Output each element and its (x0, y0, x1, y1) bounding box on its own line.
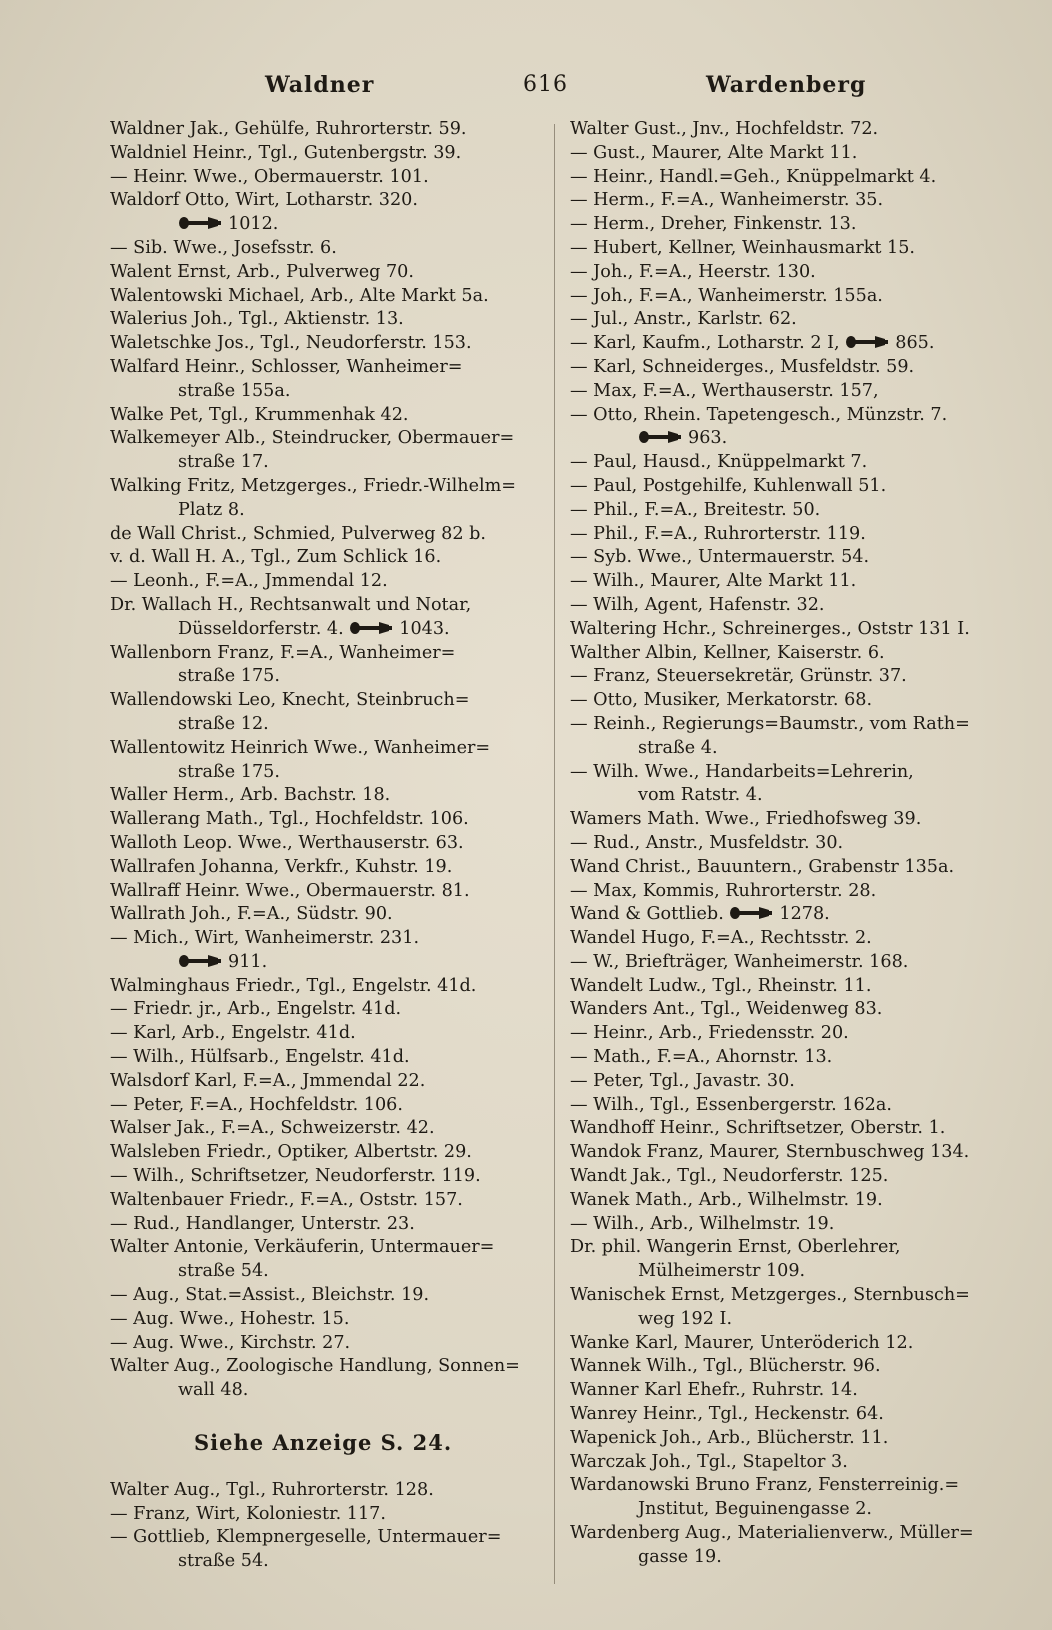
directory-entry (570, 166, 1006, 190)
header-left-keyword: Waldner (265, 72, 375, 98)
directory-entry (110, 903, 538, 927)
directory-entry (570, 475, 1006, 499)
entry-line: — Friedr. jr., Arb., Engelstr. 41d. (110, 999, 402, 1020)
directory-entry (110, 118, 538, 142)
entry-line: Waldorf Otto, Wirt, Lotharstr. 320. (110, 190, 418, 211)
directory-entry (110, 189, 538, 237)
directory-entry (110, 285, 538, 309)
directory-entry (110, 856, 538, 880)
directory-entry (110, 166, 538, 190)
left-column (110, 118, 538, 1574)
directory-entry (110, 832, 538, 856)
directory-entry (110, 570, 538, 594)
entry-line: — Otto, Rhein. Tapetengesch., Münzstr. 7. (570, 404, 948, 425)
entry-line: Dr. phil. Wangerin Ernst, Oberlehrer, (570, 1237, 901, 1258)
directory-entry (570, 713, 1006, 761)
entry-line: — Heinr., Arb., Friedensstr. 20. (570, 1023, 849, 1044)
entry-continuation: straße 175. (178, 761, 280, 782)
directory-entry (570, 404, 1006, 452)
directory-entry (570, 451, 1006, 475)
directory-entry (110, 546, 538, 570)
entry-line: Wanek Math., Arb., Wilhelmstr. 19. (570, 1189, 883, 1210)
directory-entry (570, 499, 1006, 523)
entry-line: Walking Fritz, Metzgerges., Friedr.-Wilhelm= (110, 475, 517, 496)
entry-line: Walter Aug., Zoologische Handlung, Sonnen= (110, 1356, 520, 1377)
directory-entry (570, 237, 1006, 261)
directory-entry (570, 1379, 1006, 1403)
directory-entry (110, 237, 538, 261)
directory-entry (570, 832, 1006, 856)
entry-line: — Math., F.=A., Ahornstr. 13. (570, 1047, 833, 1068)
directory-entry (570, 1284, 1006, 1332)
directory-entry (570, 594, 1006, 618)
entry-line: Wardenberg Aug., Materialienverw., Müller= (570, 1523, 974, 1544)
directory-entry (570, 927, 1006, 951)
directory-entry (570, 523, 1006, 547)
directory-entry (570, 951, 1006, 975)
directory-entry (110, 737, 538, 785)
entry-line: Waller Herm., Arb. Bachstr. 18. (110, 785, 391, 806)
entry-line: — Rud., Anstr., Musfeldstr. 30. (570, 832, 844, 853)
directory-entry (570, 1332, 1006, 1356)
entry-line: — Aug. Wwe., Kirchstr. 27. (110, 1332, 351, 1353)
directory-entry (570, 618, 1006, 642)
directory-entry (570, 261, 1006, 285)
directory-entry (570, 142, 1006, 166)
entry-continuation: vom Ratstr. 4. (638, 785, 763, 806)
directory-entry (570, 1355, 1006, 1379)
directory-entry (570, 808, 1006, 832)
entry-line: Waltenbauer Friedr., F.=A., Oststr. 157. (110, 1189, 463, 1210)
directory-entry (110, 1189, 538, 1213)
directory-entry (570, 975, 1006, 999)
directory-entry (570, 1022, 1006, 1046)
phone-number: 1278. (779, 904, 830, 925)
page-number: 616 (523, 72, 568, 97)
directory-entry (110, 1022, 538, 1046)
entry-continuation: Jnstitut, Beguinengasse 2. (638, 1499, 873, 1520)
directory-entry (110, 1213, 538, 1237)
directory-entry (110, 356, 538, 404)
entry-line: — Franz, Steuersekretär, Grünstr. 37. (570, 666, 907, 687)
directory-entry (110, 1355, 538, 1403)
entry-continuation: gasse 19. (638, 1546, 722, 1567)
entry-line: — Max, F.=A., Werthauserstr. 157, (570, 380, 879, 401)
phone-number: 865. (895, 333, 935, 354)
entry-line: Wanner Karl Ehefr., Ruhrstr. 14. (570, 1380, 858, 1401)
directory-entry (570, 1117, 1006, 1141)
entry-line: Wallendowski Leo, Knecht, Steinbruch= (110, 690, 470, 711)
entry-line: — Hubert, Kellner, Weinhausmarkt 15. (570, 237, 916, 258)
entry-line: Waldner Jak., Gehülfe, Ruhrorterstr. 59. (110, 119, 467, 139)
entry-line: — Herm., Dreher, Finkenstr. 13. (570, 214, 857, 235)
entry-line: Walke Pet, Tgl., Krummenhak 42. (110, 404, 409, 425)
telephone-icon (178, 215, 222, 231)
directory-entry (110, 1117, 538, 1141)
directory-entry (110, 1332, 538, 1356)
entry-line: Waldniel Heinr., Tgl., Gutenbergstr. 39. (110, 142, 462, 163)
directory-entry (110, 998, 538, 1022)
directory-entry (570, 665, 1006, 689)
directory-entry (570, 856, 1006, 880)
entry-line: — Peter, F.=A., Hochfeldstr. 106. (110, 1094, 403, 1115)
directory-entry (110, 261, 538, 285)
directory-entry (110, 1046, 538, 1070)
telephone-icon (349, 620, 393, 636)
phone-line (570, 427, 1006, 451)
directory-entry (570, 308, 1006, 332)
directory-entry (110, 784, 538, 808)
entry-line: — Gust., Maurer, Alte Markt 11. (570, 142, 858, 163)
directory-entry (570, 1403, 1006, 1427)
directory-entry (570, 1474, 1006, 1522)
entry-continuation: straße 175. (178, 666, 280, 687)
directory-entry (110, 332, 538, 356)
directory-entry (570, 1522, 1006, 1570)
directory-entry (110, 808, 538, 832)
page-header (0, 72, 1052, 108)
entry-line: Walerius Joh., Tgl., Aktienstr. 13. (110, 309, 404, 330)
entry-line: Wallrafen Johanna, Verkfr., Kuhstr. 19. (110, 856, 453, 877)
entry-line: — Herm., F.=A., Wanheimerstr. 35. (570, 190, 884, 211)
entry-line: Wand & Gottlieb. (570, 904, 724, 925)
directory-entry (570, 380, 1006, 404)
directory-entry (110, 1141, 538, 1165)
entry-line: Wardanowski Bruno Franz, Fensterreinig.= (570, 1475, 960, 1496)
entry-continuation: straße 4. (638, 737, 718, 758)
directory-entry (570, 213, 1006, 237)
directory-entry (110, 1503, 538, 1527)
directory-entry (110, 880, 538, 904)
entry-line: Wanders Ant., Tgl., Weidenweg 83. (570, 999, 883, 1020)
directory-entry (570, 642, 1006, 666)
directory-entry (110, 642, 538, 690)
entry-line: — Reinh., Regierungs=Baumstr., vom Rath= (570, 713, 970, 734)
directory-entry (570, 1427, 1006, 1451)
entry-continuation: straße 155a. (178, 380, 291, 401)
phone-number: 963. (688, 428, 728, 449)
directory-entry (570, 332, 1006, 356)
entry-line: — Heinr., Handl.=Geh., Knüppelmarkt 4. (570, 166, 937, 187)
directory-entry (570, 118, 1006, 142)
directory-entry (110, 975, 538, 999)
telephone-icon (845, 334, 889, 350)
entry-line: — Joh., F.=A., Wanheimerstr. 155a. (570, 285, 883, 306)
phone-number: 1012. (228, 214, 279, 235)
entry-line: Wand Christ., Bauuntern., Grabenstr 135a. (570, 856, 955, 877)
entry-line: Walther Albin, Kellner, Kaiserstr. 6. (570, 642, 885, 663)
entry-line: Wandt Jak., Tgl., Neudorferstr. 125. (570, 1166, 889, 1187)
entry-line: — Jul., Anstr., Karlstr. 62. (570, 309, 797, 330)
directory-entry (110, 1308, 538, 1332)
right-column (570, 118, 1006, 1570)
entry-line: — Wilh., Tgl., Essenbergerstr. 162a. (570, 1094, 892, 1115)
directory-entry (570, 1070, 1006, 1094)
entry-line: Wamers Math. Wwe., Friedhofsweg 39. (570, 809, 922, 830)
header-right-keyword: Wardenberg (706, 72, 867, 98)
telephone-icon (729, 905, 773, 921)
entry-line: — W., Briefträger, Wanheimerstr. 168. (570, 951, 909, 972)
entry-line: Wandok Franz, Maurer, Sternbuschweg 134. (570, 1142, 970, 1163)
entry-continuation: straße 17. (178, 452, 269, 473)
entry-line: Walser Jak., F.=A., Schweizerstr. 42. (110, 1118, 435, 1139)
directory-entry (110, 523, 538, 547)
entry-line: — Rud., Handlanger, Unterstr. 23. (110, 1213, 415, 1234)
entry-line: — Syb. Wwe., Untermauerstr. 54. (570, 547, 870, 568)
entry-line: Walsdorf Karl, F.=A., Jmmendal 22. (110, 1070, 426, 1091)
entry-line: Wannek Wilh., Tgl., Blücherstr. 96. (570, 1356, 881, 1377)
entry-line: — Peter, Tgl., Javastr. 30. (570, 1070, 795, 1091)
entry-line: — Joh., F.=A., Heerstr. 130. (570, 261, 816, 282)
phone-line (110, 213, 538, 237)
entry-line: Wallraff Heinr. Wwe., Obermauerstr. 81. (110, 880, 470, 901)
entry-line: — Mich., Wirt, Wanheimerstr. 231. (110, 928, 420, 949)
directory-entry (570, 761, 1006, 809)
entry-line: — Wilh., Hülfsarb., Engelstr. 41d. (110, 1047, 410, 1068)
entry-line: Wanrey Heinr., Tgl., Heckenstr. 64. (570, 1404, 884, 1425)
entry-line: — Karl, Arb., Engelstr. 41d. (110, 1023, 356, 1044)
telephone-icon (178, 953, 222, 969)
directory-entry (570, 570, 1006, 594)
directory-entry (110, 1526, 538, 1574)
entry-line: — Max, Kommis, Ruhrorterstr. 28. (570, 880, 877, 901)
entry-line: — Leonh., F.=A., Jmmendal 12. (110, 571, 388, 592)
entry-line: — Paul, Hausd., Knüppelmarkt 7. (570, 452, 868, 473)
entry-line: de Wall Christ., Schmied, Pulverweg 82 b. (110, 523, 486, 544)
entry-line: Walloth Leop. Wwe., Werthauserstr. 63. (110, 832, 464, 853)
entry-line: Walminghaus Friedr., Tgl., Engelstr. 41d. (110, 975, 477, 996)
directory-entry (570, 1046, 1006, 1070)
directory-entry (570, 1141, 1006, 1165)
directory-entry (570, 356, 1006, 380)
entry-line: Walentowski Michael, Arb., Alte Markt 5a. (110, 285, 489, 306)
entry-line: v. d. Wall H. A., Tgl., Zum Schlick 16. (110, 547, 442, 568)
entry-line: Wanischek Ernst, Metzgerges., Sternbusch= (570, 1285, 970, 1306)
entry-line: Walkemeyer Alb., Steindrucker, Obermauer= (110, 428, 515, 449)
directory-entry (110, 404, 538, 428)
entry-line: Dr. Wallach H., Rechtsanwalt und Notar, (110, 594, 472, 615)
entry-line: — Wilh., Maurer, Alte Markt 11. (570, 571, 857, 592)
entry-line: — Aug. Wwe., Hohestr. 15. (110, 1308, 350, 1329)
entry-line: Walter Gust., Jnv., Hochfeldstr. 72. (570, 119, 879, 139)
entry-continuation: wall 48. (178, 1380, 249, 1401)
directory-entry (570, 903, 1006, 927)
entry-continuation: straße 12. (178, 713, 269, 734)
entry-continuation: Platz 8. (178, 499, 245, 520)
directory-entry (110, 142, 538, 166)
entry-line: — Sib. Wwe., Josefsstr. 6. (110, 237, 337, 258)
directory-entry (110, 1070, 538, 1094)
entry-line: — Karl, Kaufm., Lotharstr. 2 I, (570, 333, 840, 354)
directory-entry (110, 1479, 538, 1503)
entry-continuation (110, 618, 538, 642)
entry-line: — Wilh., Arb., Wilhelmstr. 19. (570, 1213, 835, 1234)
entry-line: Warczak Joh., Tgl., Stapeltor 3. (570, 1451, 848, 1472)
entry-line: Wandel Hugo, F.=A., Rechtsstr. 2. (570, 928, 872, 949)
phone-line (110, 951, 538, 975)
directory-entry (570, 1165, 1006, 1189)
entry-line: — Gottlieb, Klempnergeselle, Untermauer= (110, 1527, 502, 1548)
entry-line: Walent Ernst, Arb., Pulverweg 70. (110, 261, 414, 282)
directory-entry (570, 546, 1006, 570)
entry-line: — Phil., F.=A., Breitestr. 50. (570, 499, 821, 520)
directory-entry (110, 1094, 538, 1118)
directory-entry (570, 1094, 1006, 1118)
entry-line: Wallrath Joh., F.=A., Südstr. 90. (110, 904, 393, 925)
directory-entry (570, 998, 1006, 1022)
entry-continuation: Mülheimerstr 109. (638, 1261, 806, 1282)
directory-entry (110, 427, 538, 475)
directory-entry (110, 689, 538, 737)
directory-entry (110, 594, 538, 642)
entry-line: — Phil., F.=A., Ruhrorterstr. 119. (570, 523, 866, 544)
entry-line: Walfard Heinr., Schlosser, Wanheimer= (110, 356, 463, 377)
phone-number: 911. (228, 951, 268, 972)
entry-line: Wallentowitz Heinrich Wwe., Wanheimer= (110, 737, 491, 758)
entry-line: Wallenborn Franz, F.=A., Wanheimer= (110, 642, 456, 663)
entry-line: — Wilh, Agent, Hafenstr. 32. (570, 594, 825, 615)
entry-line: Walsleben Friedr., Optiker, Albertstr. 29. (110, 1142, 472, 1163)
entry-line: Wapenick Joh., Arb., Blücherstr. 11. (570, 1427, 889, 1448)
advertisement-notice: Siehe Anzeige S. 24. (194, 1430, 453, 1456)
entry-line: — Heinr. Wwe., Obermauerstr. 101. (110, 166, 429, 187)
directory-entry (570, 1451, 1006, 1475)
entry-line: Wandelt Ludw., Tgl., Rheinstr. 11. (570, 975, 872, 996)
entry-line: Wandhoff Heinr., Schriftsetzer, Oberstr. 1. (570, 1118, 946, 1139)
entry-continuation: straße 54. (178, 1261, 269, 1282)
entry-line: Waletschke Jos., Tgl., Neudorferstr. 153. (110, 333, 472, 354)
telephone-icon (638, 429, 682, 445)
column-divider (554, 124, 555, 1584)
entry-line: — Wilh. Wwe., Handarbeits=Lehrerin, (570, 761, 914, 782)
entry-continuation-text: Düsseldorferstr. 4. (178, 618, 344, 639)
entry-line: — Paul, Postgehilfe, Kuhlenwall 51. (570, 475, 887, 496)
directory-entry (110, 927, 538, 975)
directory-entry (110, 308, 538, 332)
entry-line: — Otto, Musiker, Merkatorstr. 68. (570, 690, 873, 711)
directory-entry (570, 689, 1006, 713)
entry-line: — Wilh., Schriftsetzer, Neudorferstr. 119. (110, 1166, 481, 1187)
entry-line: Waltering Hchr., Schreinerges., Oststr 131 I. (570, 618, 970, 639)
directory-entry (570, 189, 1006, 213)
directory-entry (110, 1165, 538, 1189)
entry-line: Walter Antonie, Verkäuferin, Untermauer= (110, 1237, 495, 1258)
directory-entry (570, 1236, 1006, 1284)
entry-line: — Franz, Wirt, Koloniestr. 117. (110, 1503, 386, 1524)
directory-entry (570, 1213, 1006, 1237)
entry-continuation: weg 192 I. (638, 1308, 733, 1329)
entry-line: Wanke Karl, Maurer, Unteröderich 12. (570, 1332, 914, 1353)
directory-entry (110, 1236, 538, 1284)
phone-number: 1043. (399, 618, 450, 639)
directory-entry (570, 880, 1006, 904)
entry-continuation: straße 54. (178, 1551, 269, 1572)
entry-line: Wallerang Math., Tgl., Hochfeldstr. 106. (110, 809, 469, 830)
entry-line: Walter Aug., Tgl., Ruhrorterstr. 128. (110, 1479, 434, 1500)
directory-entry (570, 1189, 1006, 1213)
entry-line: — Karl, Schneiderges., Musfeldstr. 59. (570, 356, 915, 377)
directory-entry (110, 1284, 538, 1308)
directory-entry (110, 475, 538, 523)
entry-line: — Aug., Stat.=Assist., Bleichstr. 19. (110, 1285, 430, 1306)
directory-entry (570, 285, 1006, 309)
